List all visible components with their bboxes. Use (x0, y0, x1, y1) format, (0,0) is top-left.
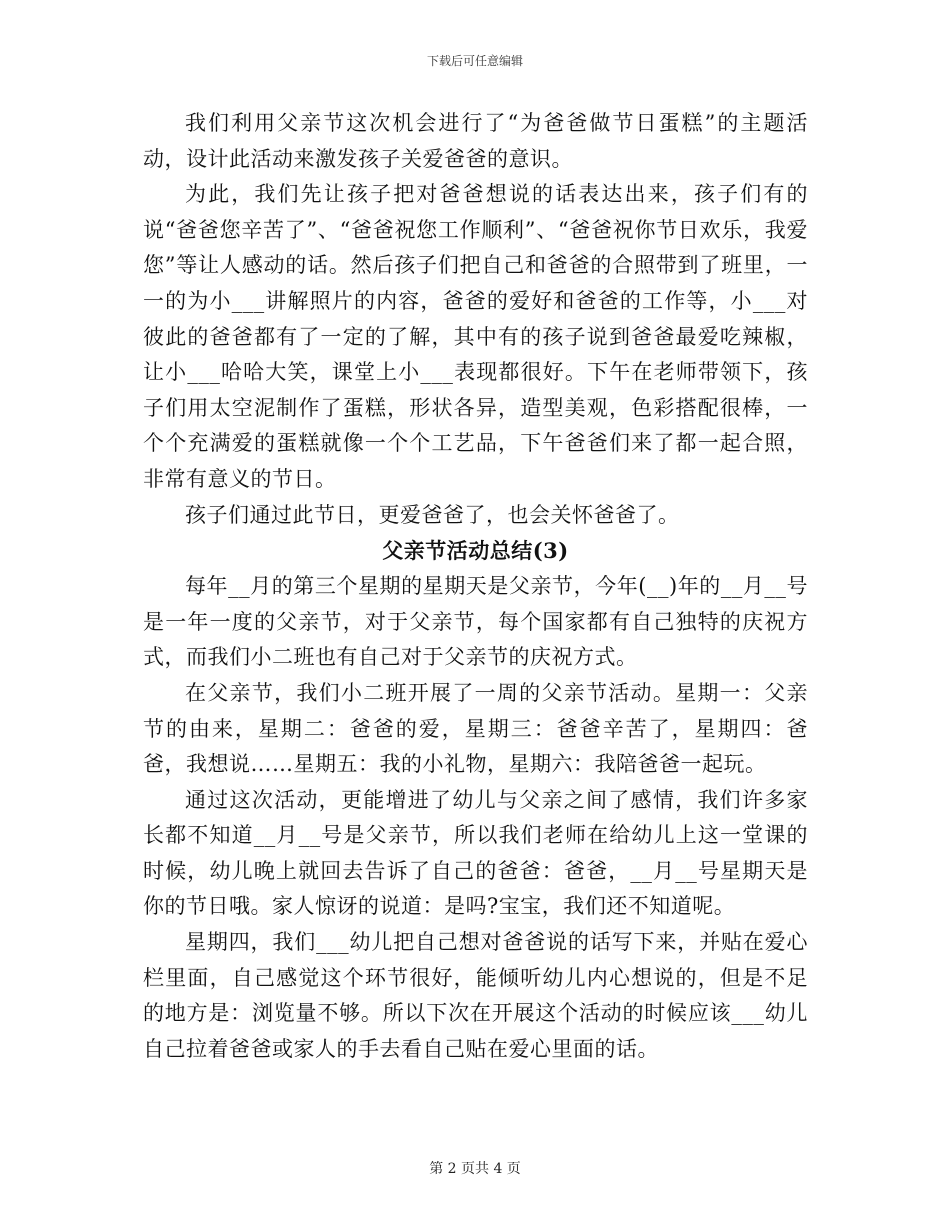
paragraph: 在父亲节，我们小二班开展了一周的父亲节活动。星期一：父亲节的由来，星期二：爸爸的爱，星期三：爸爸辛苦了，星期四：爸爸，我想说……星期五：我的小礼物，星期六：我陪爸爸一起玩。 (143, 680, 808, 777)
paragraph: 星期四，我们___幼儿把自己想对爸爸说的话写下来，并贴在爱心栏里面，自己感觉这个环节很好，能倾听幼儿内心想说的，但是不足的地方是：浏览量不够。所以下次在开展这个活动的时候应该___幼儿自己拉着爸爸或家人的手去看自己贴在爱心里面的话。 (143, 930, 808, 1061)
paragraph: 为此，我们先让孩子把对爸爸想说的话表达出来，孩子们有的说“爸爸您辛苦了”、“爸爸祝您工作顺利”、“爸爸祝你节日欢乐，我爱您”等让人感动的话。然后孩子们把自己和爸爸的合照带到了班里，一一的为小___讲解照片的内容，爸爸的爱好和爸爸的工作等，小___对彼此的爸爸都有了一定的了解，其中有的孩子说到爸爸最爱吃辣椒，让小___哈哈大笑，课堂上小___表现都很好。下午在老师带领下，孩子们用太空泥制作了蛋糕，形状各异，造型美观，色彩搭配很棒，一个个充满爱的蛋糕就像一个个工艺品，下午爸爸们来了都一起合照，非常有意义的节日。 (143, 182, 808, 491)
section-title: 父亲节活动总结(3) (382, 538, 569, 564)
paragraph: 孩子们通过此节日，更爱爸爸了，也会关怀爸爸了。 (185, 502, 680, 527)
document-body (143, 106, 808, 1067)
paragraph: 每年__月的第三个星期的星期天是父亲节，今年(__)年的__月__号是一年一度的父亲节，对于父亲节，每个国家都有自己独特的庆祝方式，而我们小二班也有自己对于父亲节的庆祝方式。 (143, 574, 808, 670)
paragraph: 我们利用父亲节这次机会进行了“为爸爸做节日蛋糕”的主题活动，设计此活动来激发孩子关爱爸爸的意识。 (143, 111, 808, 171)
page-header: 下载后可任意编辑 (426, 54, 523, 68)
paragraph: 通过这次活动，更能增进了幼儿与父亲之间了感情，我们许多家长都不知道__月__号是父亲节，所以我们老师在给幼儿上这一堂课的时候，幼儿晚上就回去告诉了自己的爸爸：爸爸，__月__号星期天是你的节日哦。家人惊讶的说道：是吗?宝宝，我们还不知道呢。 (143, 787, 808, 919)
page-number: 第 2 页共 4 页 (429, 1161, 521, 1177)
